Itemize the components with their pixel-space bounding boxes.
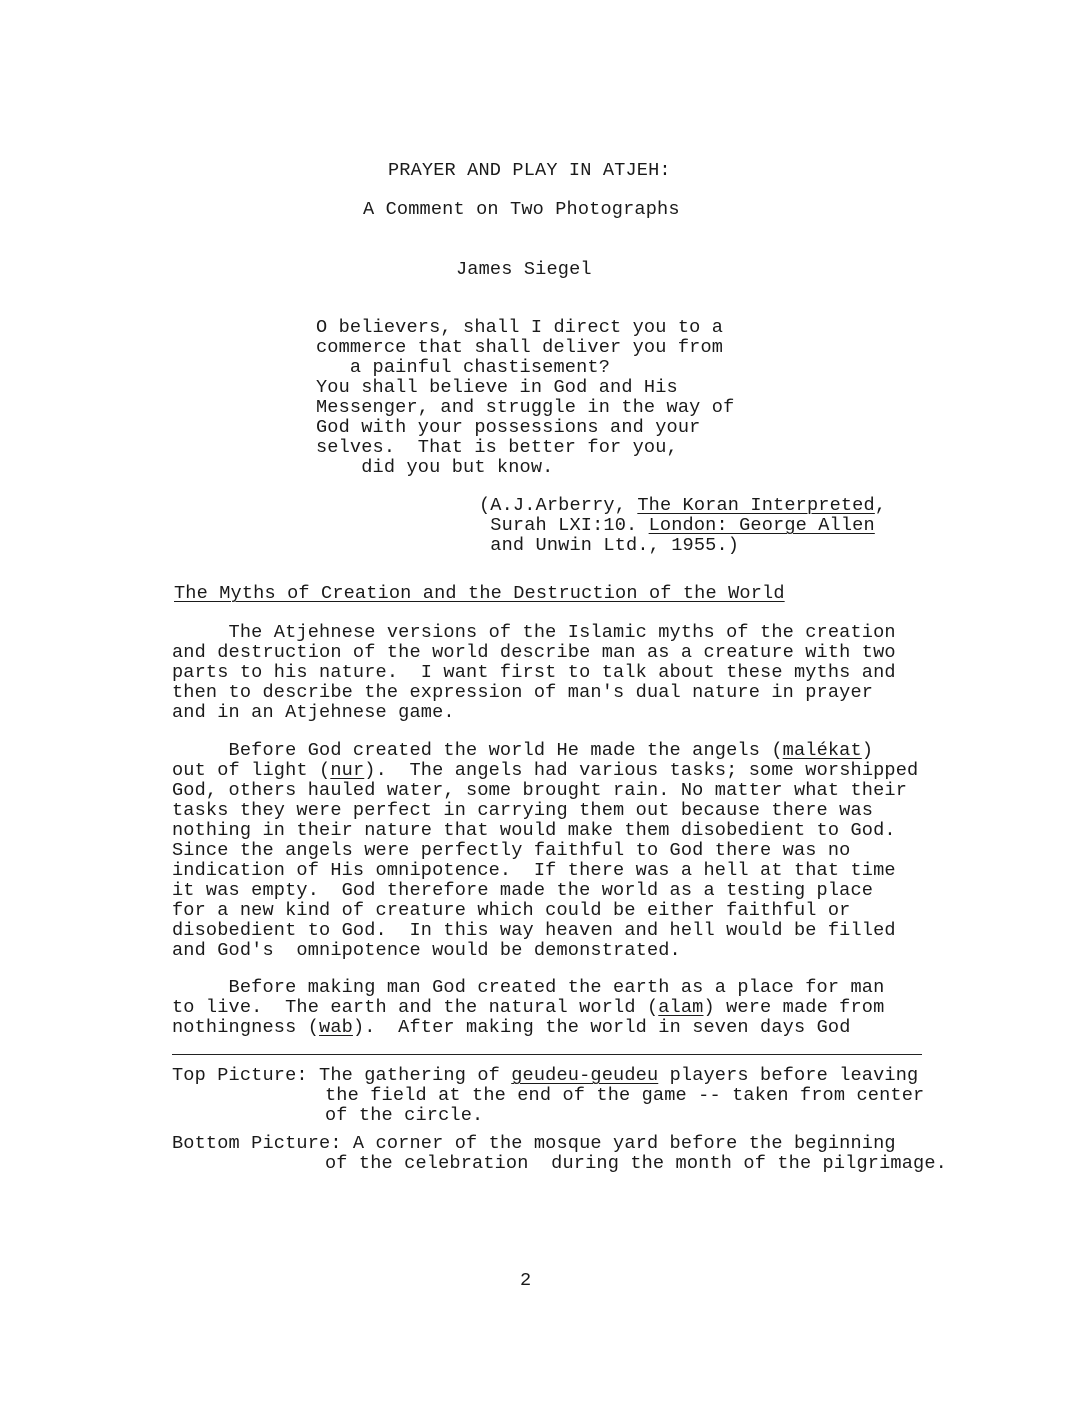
epigraph-citation: [479, 496, 886, 556]
caption-line: Bottom Picture: A corner of the mosque yard before the beginning: [172, 1133, 896, 1154]
caption-bottom-picture: [172, 1133, 947, 1174]
citation-line: and Unwin Ltd., 1955.): [479, 535, 740, 556]
document-title: PRAYER AND PLAY IN ATJEH:: [388, 160, 671, 181]
epigraph-line: did you but know.: [316, 457, 554, 478]
epigraph-line: selves. That is better for you,: [316, 437, 678, 458]
paragraph-line: and destruction of the world describe man as a creature with two: [172, 642, 896, 663]
paragraph-1: [172, 623, 896, 723]
citation-line: Surah LXI:10. London: George Allen: [479, 515, 875, 536]
paragraph-line: nothingness (wab). After making the world in seven days God: [172, 1017, 851, 1038]
paragraph-line: for a new kind of creature which could be either faithful or: [172, 900, 851, 921]
paragraph-line: disobedient to God. In this way heaven and hell would be filled: [172, 920, 896, 941]
epigraph-line: O believers, shall I direct you to a: [316, 317, 724, 338]
paragraph-line: nothing in their nature that would make them disobedient to God.: [172, 820, 896, 841]
epigraph-line: commerce that shall deliver you from: [316, 337, 724, 358]
term-geudeu-geudeu: geudeu-geudeu: [511, 1065, 659, 1086]
caption-line: the field at the end of the game -- taken from center: [325, 1085, 925, 1106]
paragraph-line: and God's omnipotence would be demonstrated.: [172, 940, 681, 961]
paragraph-line: then to describe the expression of man's dual nature in prayer: [172, 682, 874, 703]
epigraph-line: God with your possessions and your: [316, 417, 701, 438]
paragraph-line: indication of His omnipotence. If there was a hell at that time: [172, 860, 896, 881]
term-alam: alam: [658, 997, 704, 1018]
caption-line: of the circle.: [325, 1105, 484, 1126]
caption-line: Top Picture: The gathering of geudeu-geudeu players before leaving: [172, 1065, 919, 1086]
term-nur: nur: [330, 760, 365, 781]
paragraph-line: parts to his nature. I want first to talk about these myths and: [172, 662, 896, 683]
paragraph-line: tasks they were perfect in carrying them out because there was: [172, 800, 874, 821]
citation-line: (A.J.Arberry, The Koran Interpreted,: [479, 495, 887, 516]
term-malekat: malékat: [782, 740, 862, 761]
paragraph-3: [172, 978, 884, 1038]
caption-label: Bottom Picture:: [172, 1133, 342, 1154]
paragraph-line: it was empty. God therefore made the world as a testing place: [172, 880, 874, 901]
epigraph-line: Messenger, and struggle in the way of: [316, 397, 735, 418]
paragraph-line: out of light (nur). The angels had various tasks; some worshipped: [172, 760, 919, 781]
epigraph-line: You shall believe in God and His: [316, 377, 678, 398]
caption-divider: [172, 1054, 922, 1055]
document-subtitle: A Comment on Two Photographs: [363, 199, 680, 220]
citation-publisher: London: George Allen: [648, 515, 875, 536]
paragraph-line: Since the angels were perfectly faithful to God there was no: [172, 840, 851, 861]
paragraph-2: [172, 741, 918, 961]
paragraph-line: and in an Atjehnese game.: [172, 702, 455, 723]
epigraph-line: a painful chastisement?: [316, 357, 611, 378]
paragraph-line: Before God created the world He made the angels (malékat): [172, 740, 874, 761]
citation-book-title: The Koran Interpreted: [637, 495, 875, 516]
paragraph-line: God, others hauled water, some brought rain. No matter what their: [172, 780, 908, 801]
section-heading: The Myths of Creation and the Destruction of the World: [174, 583, 785, 604]
page-number: 2: [520, 1270, 532, 1291]
paragraph-line: to live. The earth and the natural world (alam) were made from: [172, 997, 885, 1018]
epigraph: [316, 318, 734, 478]
caption-line: of the celebration during the month of the pilgrimage.: [325, 1153, 947, 1174]
term-wab: wab: [319, 1017, 353, 1038]
paragraph-line: Before making man God created the earth as a place for man: [172, 977, 885, 998]
caption-label: Top Picture:: [172, 1065, 308, 1086]
caption-top-picture: [172, 1065, 925, 1126]
paragraph-line: The Atjehnese versions of the Islamic myths of the creation: [172, 622, 896, 643]
author-name: James Siegel: [456, 259, 592, 280]
